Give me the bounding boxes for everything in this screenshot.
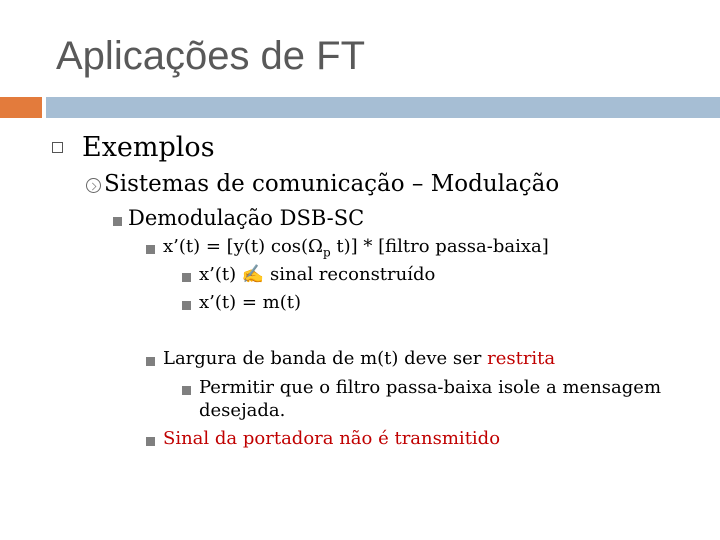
square-bullet-icon [146, 357, 155, 366]
square-bullet-icon [182, 273, 191, 282]
bullet-equals-m: x’(t) = m(t) [199, 292, 302, 313]
square-outline-bullet-icon [52, 142, 63, 153]
bandwidth-text: Largura de banda de m(t) deve ser [163, 348, 488, 369]
square-bullet-icon [182, 301, 191, 310]
bullet-level1: Sistemas de comunicação – Modulação [104, 171, 560, 197]
bullet-level2: Demodulação DSB-SC [128, 206, 365, 230]
bullet-bandwidth [163, 348, 555, 370]
formula-suffix: t)] * [filtro passa-baixa] [330, 236, 549, 257]
bullet-level0: Exemplos [82, 132, 215, 163]
bullet-reconstructed: x’(t) ✍ sinal reconstruído [199, 264, 436, 285]
square-bullet-icon [182, 386, 191, 395]
bullet-filter-line1: Permitir que o filtro passa-baixa isole a mensagem [199, 377, 662, 398]
circle-check-bullet-icon [86, 178, 101, 193]
square-bullet-icon [113, 217, 122, 226]
square-bullet-icon [146, 245, 155, 254]
bullet-formula [163, 236, 549, 260]
header-bar [46, 97, 720, 118]
accent-bar [0, 97, 42, 118]
bullet-filter-line2: desejada. [199, 400, 286, 421]
bandwidth-highlight: restrita [487, 348, 556, 369]
slide-title: Aplicações de FT [56, 34, 366, 78]
formula-prefix: x’(t) = [y(t) cos(Ω [163, 236, 323, 257]
bullet-carrier: Sinal da portadora não é transmitido [163, 428, 501, 449]
square-bullet-icon [146, 437, 155, 446]
formula-subscript: p [322, 245, 331, 260]
